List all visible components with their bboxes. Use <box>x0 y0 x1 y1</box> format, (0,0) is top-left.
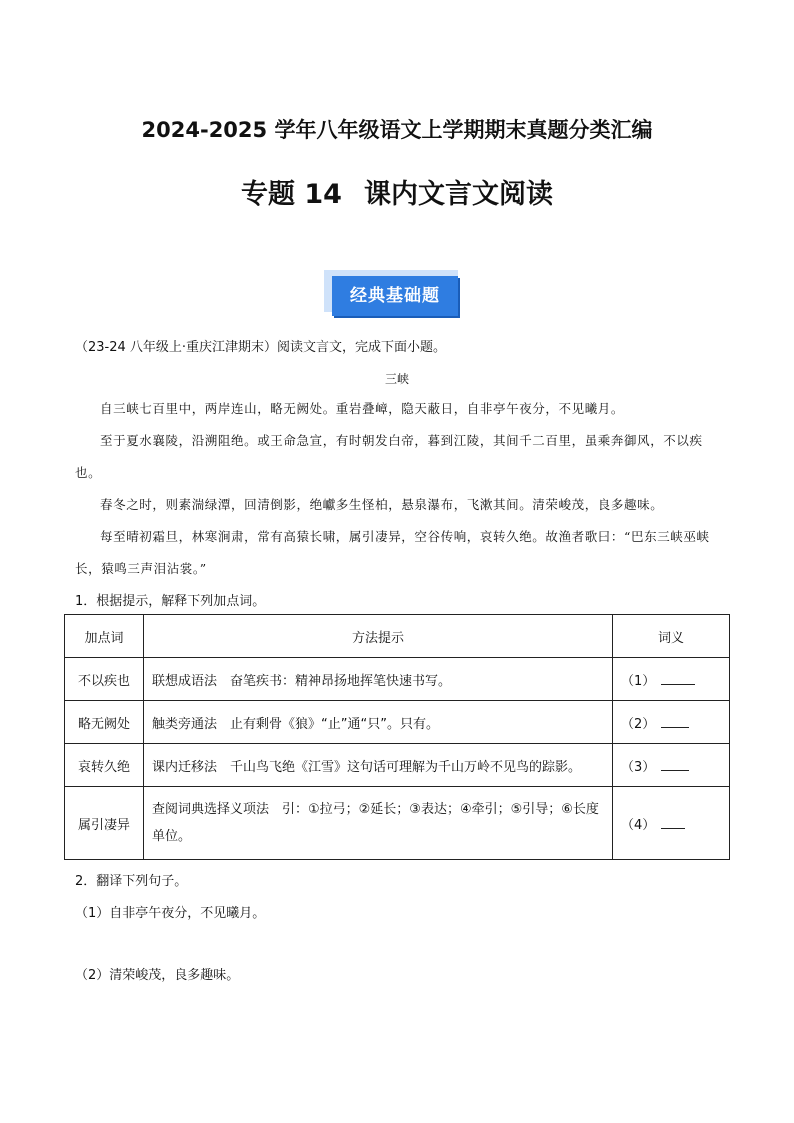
translation-item: （2）清荣峻茂，良多趣味。 <box>75 968 240 983</box>
table-cell-hint: 查阅词典选择义项法 引：①拉弓；②延长；③表达；④牵引；⑤引导；⑥长度单位。 <box>144 787 613 860</box>
table-header-hint: 方法提示 <box>144 615 613 658</box>
answer-blank[interactable] <box>661 758 689 771</box>
section-badge <box>324 270 466 320</box>
topic-title <box>0 172 794 211</box>
answer-number: （4） <box>621 817 656 833</box>
answer-number: （3） <box>621 759 656 775</box>
document-title: 2024-2025 学年八年级语文上学期期末真题分类汇编 <box>141 118 653 142</box>
table-row <box>65 658 730 701</box>
question-1-prompt: 1．根据提示，解释下列加点词。 <box>75 594 266 609</box>
table-row <box>65 787 730 860</box>
vocabulary-table <box>64 614 730 860</box>
passage-paragraph: 春冬之时，则素湍绿潭，回清倒影，绝巘多生怪柏，悬泉瀑布，飞漱其间。清荣峻茂，良多趣味。 <box>100 497 664 512</box>
topic-name: 课内文言文阅读 <box>363 179 553 210</box>
topic-number: 专题 14 <box>241 179 342 210</box>
table-header-word: 加点词 <box>65 615 144 658</box>
table-header-meaning: 词义 <box>613 615 730 658</box>
answer-blank[interactable] <box>661 816 685 829</box>
table-cell-answer <box>613 744 730 787</box>
table-cell-hint: 触类旁通法 止有剩骨《狼》“止”通“只”。只有。 <box>144 701 613 744</box>
table-row <box>65 744 730 787</box>
question-source: （23-24 八年级上·重庆江津期末）阅读文言文，完成下面小题。 <box>75 340 447 355</box>
table-cell-word: 哀转久绝 <box>65 744 144 787</box>
passage-paragraph: 至于夏水襄陵，沿溯阻绝。或王命急宣，有时朝发白帝，暮到江陵，其间千二百里，虽乘奔御风，不以疾也。 <box>75 433 703 480</box>
table-cell-hint: 联想成语法 奋笔疾书：精神昂扬地挥笔快速书写。 <box>144 658 613 701</box>
answer-number: （1） <box>621 673 656 689</box>
table-row <box>65 701 730 744</box>
question-2-prompt: 2．翻译下列句子。 <box>75 874 188 889</box>
passage-title: 三峡 <box>384 372 409 386</box>
answer-blank[interactable] <box>661 715 689 728</box>
table-cell-answer <box>613 658 730 701</box>
passage-paragraph: 每至晴初霜旦，林寒涧肃，常有高猿长啸，属引凄异，空谷传响，哀转久绝。故渔者歌曰：“巴东三峡巫峡长，猿鸣三声泪沾裳。” <box>75 529 710 576</box>
table-cell-answer <box>613 787 730 860</box>
table-header-row <box>65 615 730 658</box>
answer-blank[interactable] <box>661 672 695 685</box>
table-cell-word: 属引凄异 <box>65 787 144 860</box>
section-badge-label: 经典基础题 <box>332 276 458 316</box>
translation-item: （1）自非亭午夜分，不见曦月。 <box>75 906 266 921</box>
answer-number: （2） <box>621 716 656 732</box>
table-cell-word: 略无阙处 <box>65 701 144 744</box>
table-cell-answer <box>613 701 730 744</box>
passage-paragraph: 自三峡七百里中，两岸连山，略无阙处。重岩叠嶂，隐天蔽日，自非亭午夜分，不见曦月。 <box>100 401 625 416</box>
table-cell-word: 不以疾也 <box>65 658 144 701</box>
table-cell-hint: 课内迁移法 千山鸟飞绝《江雪》这句话可理解为千山万岭不见鸟的踪影。 <box>144 744 613 787</box>
